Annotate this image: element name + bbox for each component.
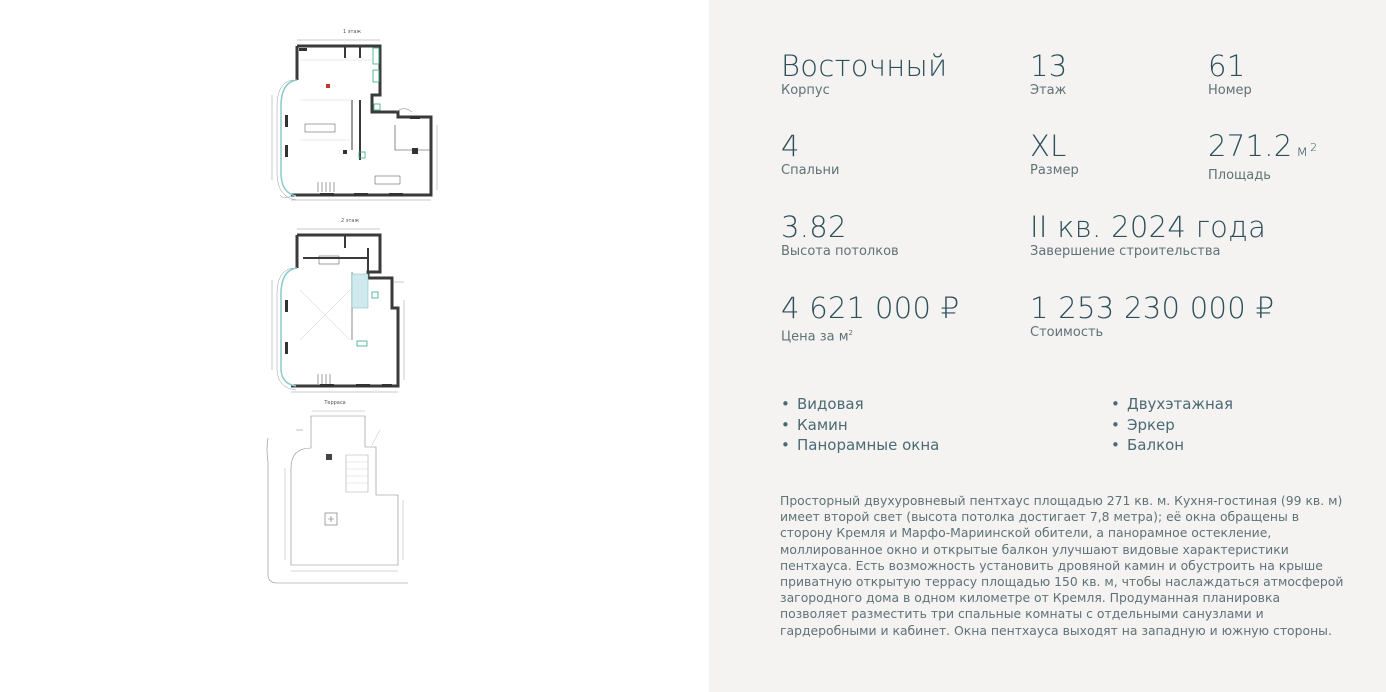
floor-1-plan: [272, 29, 437, 200]
features-list-right: [1111, 394, 1233, 456]
number-value: 61: [1208, 49, 1246, 83]
completion-value: II кв. 2024 года: [1030, 210, 1267, 244]
ceiling-stat: [781, 211, 899, 260]
bedrooms-label: Спальни: [781, 163, 840, 178]
area-unit-sup: 2: [1310, 141, 1318, 154]
floor-label: Этаж: [1030, 83, 1067, 98]
total-price-stat: [1030, 292, 1274, 341]
completion-stat: [1030, 211, 1266, 260]
floor-1-label: 1 этаж: [343, 29, 361, 35]
feature-item: • Панорамные окна: [781, 436, 940, 454]
feature-item: • Камин: [781, 415, 848, 434]
number-label: Номер: [1208, 83, 1252, 98]
area-label: Площадь: [1208, 168, 1271, 183]
apartment-description: Просторный двухуровневый пентхаус площадью 271 кв. м. Кухня-гостиная (99 кв. м) имеет второй свет (высота потолка достигает 7,8 метра); её окна обращены в сторону Кремля и Марфо-Мариинской обители, а панорамное остекление, моллированное окно и открытые балкон улучшают видовые характеристики пентхауса. Есть возможность установить дровяной камин и обустроить на крыше приватную открытую террасу площадью 150 кв. м, чтобы наслаждаться атмосферой загородного дома в одном километре от Кремля. Продуманная планировка позволяет разместить три спальные комнаты с отдельными санузлами и гардеробными и кабинет. Окна пентхауса выходят на западную и южную стороны.: [780, 493, 1344, 638]
building-value: Восточный: [781, 49, 948, 83]
bullet-icon: •: [781, 395, 790, 413]
ceiling-label: Высота потолков: [781, 244, 899, 259]
price-per-m-value: 4 621 000 ₽: [781, 291, 960, 325]
floor-2-plan: [272, 218, 404, 392]
feature-item: • Эркер: [1111, 415, 1175, 434]
bullet-icon: •: [781, 436, 790, 454]
price-per-m-stat: [781, 292, 960, 345]
features-list-left: [781, 394, 939, 456]
floor-stat: [1030, 50, 1068, 99]
bullet-icon: •: [1111, 436, 1120, 454]
number-stat: [1208, 50, 1252, 99]
price-per-m-label: Цена за м: [781, 329, 849, 345]
feature-item: • Двухэтажная: [1111, 395, 1234, 413]
area-value: 271.2: [1208, 129, 1293, 163]
bedrooms-value: 4: [781, 129, 800, 163]
feature-item: • Видовая: [781, 395, 864, 413]
completion-label: Завершение строительства: [1030, 244, 1221, 259]
bullet-icon: •: [1111, 415, 1120, 434]
area-unit: м: [1296, 142, 1309, 160]
terrace-label: Терраса: [324, 400, 346, 406]
area-stat: [1208, 130, 1317, 184]
floor-2-label: 2 этаж: [341, 218, 359, 224]
total-price-value: 1 253 230 000 ₽: [1030, 291, 1275, 325]
building-stat: [781, 50, 947, 99]
price-per-m-label-sup: 2: [848, 329, 853, 337]
bullet-icon: •: [781, 415, 790, 434]
ceiling-value: 3.82: [781, 210, 847, 244]
bullet-icon: •: [1111, 395, 1120, 413]
total-price-label: Стоимость: [1030, 325, 1104, 340]
size-value: XL: [1030, 129, 1067, 163]
bedrooms-stat: [781, 130, 839, 179]
floor-value: 13: [1030, 49, 1068, 83]
size-stat: [1030, 130, 1079, 179]
feature-item: • Балкон: [1111, 436, 1185, 454]
size-label: Размер: [1030, 163, 1079, 178]
terrace-plan: [267, 400, 408, 583]
building-label: Корпус: [781, 83, 830, 98]
